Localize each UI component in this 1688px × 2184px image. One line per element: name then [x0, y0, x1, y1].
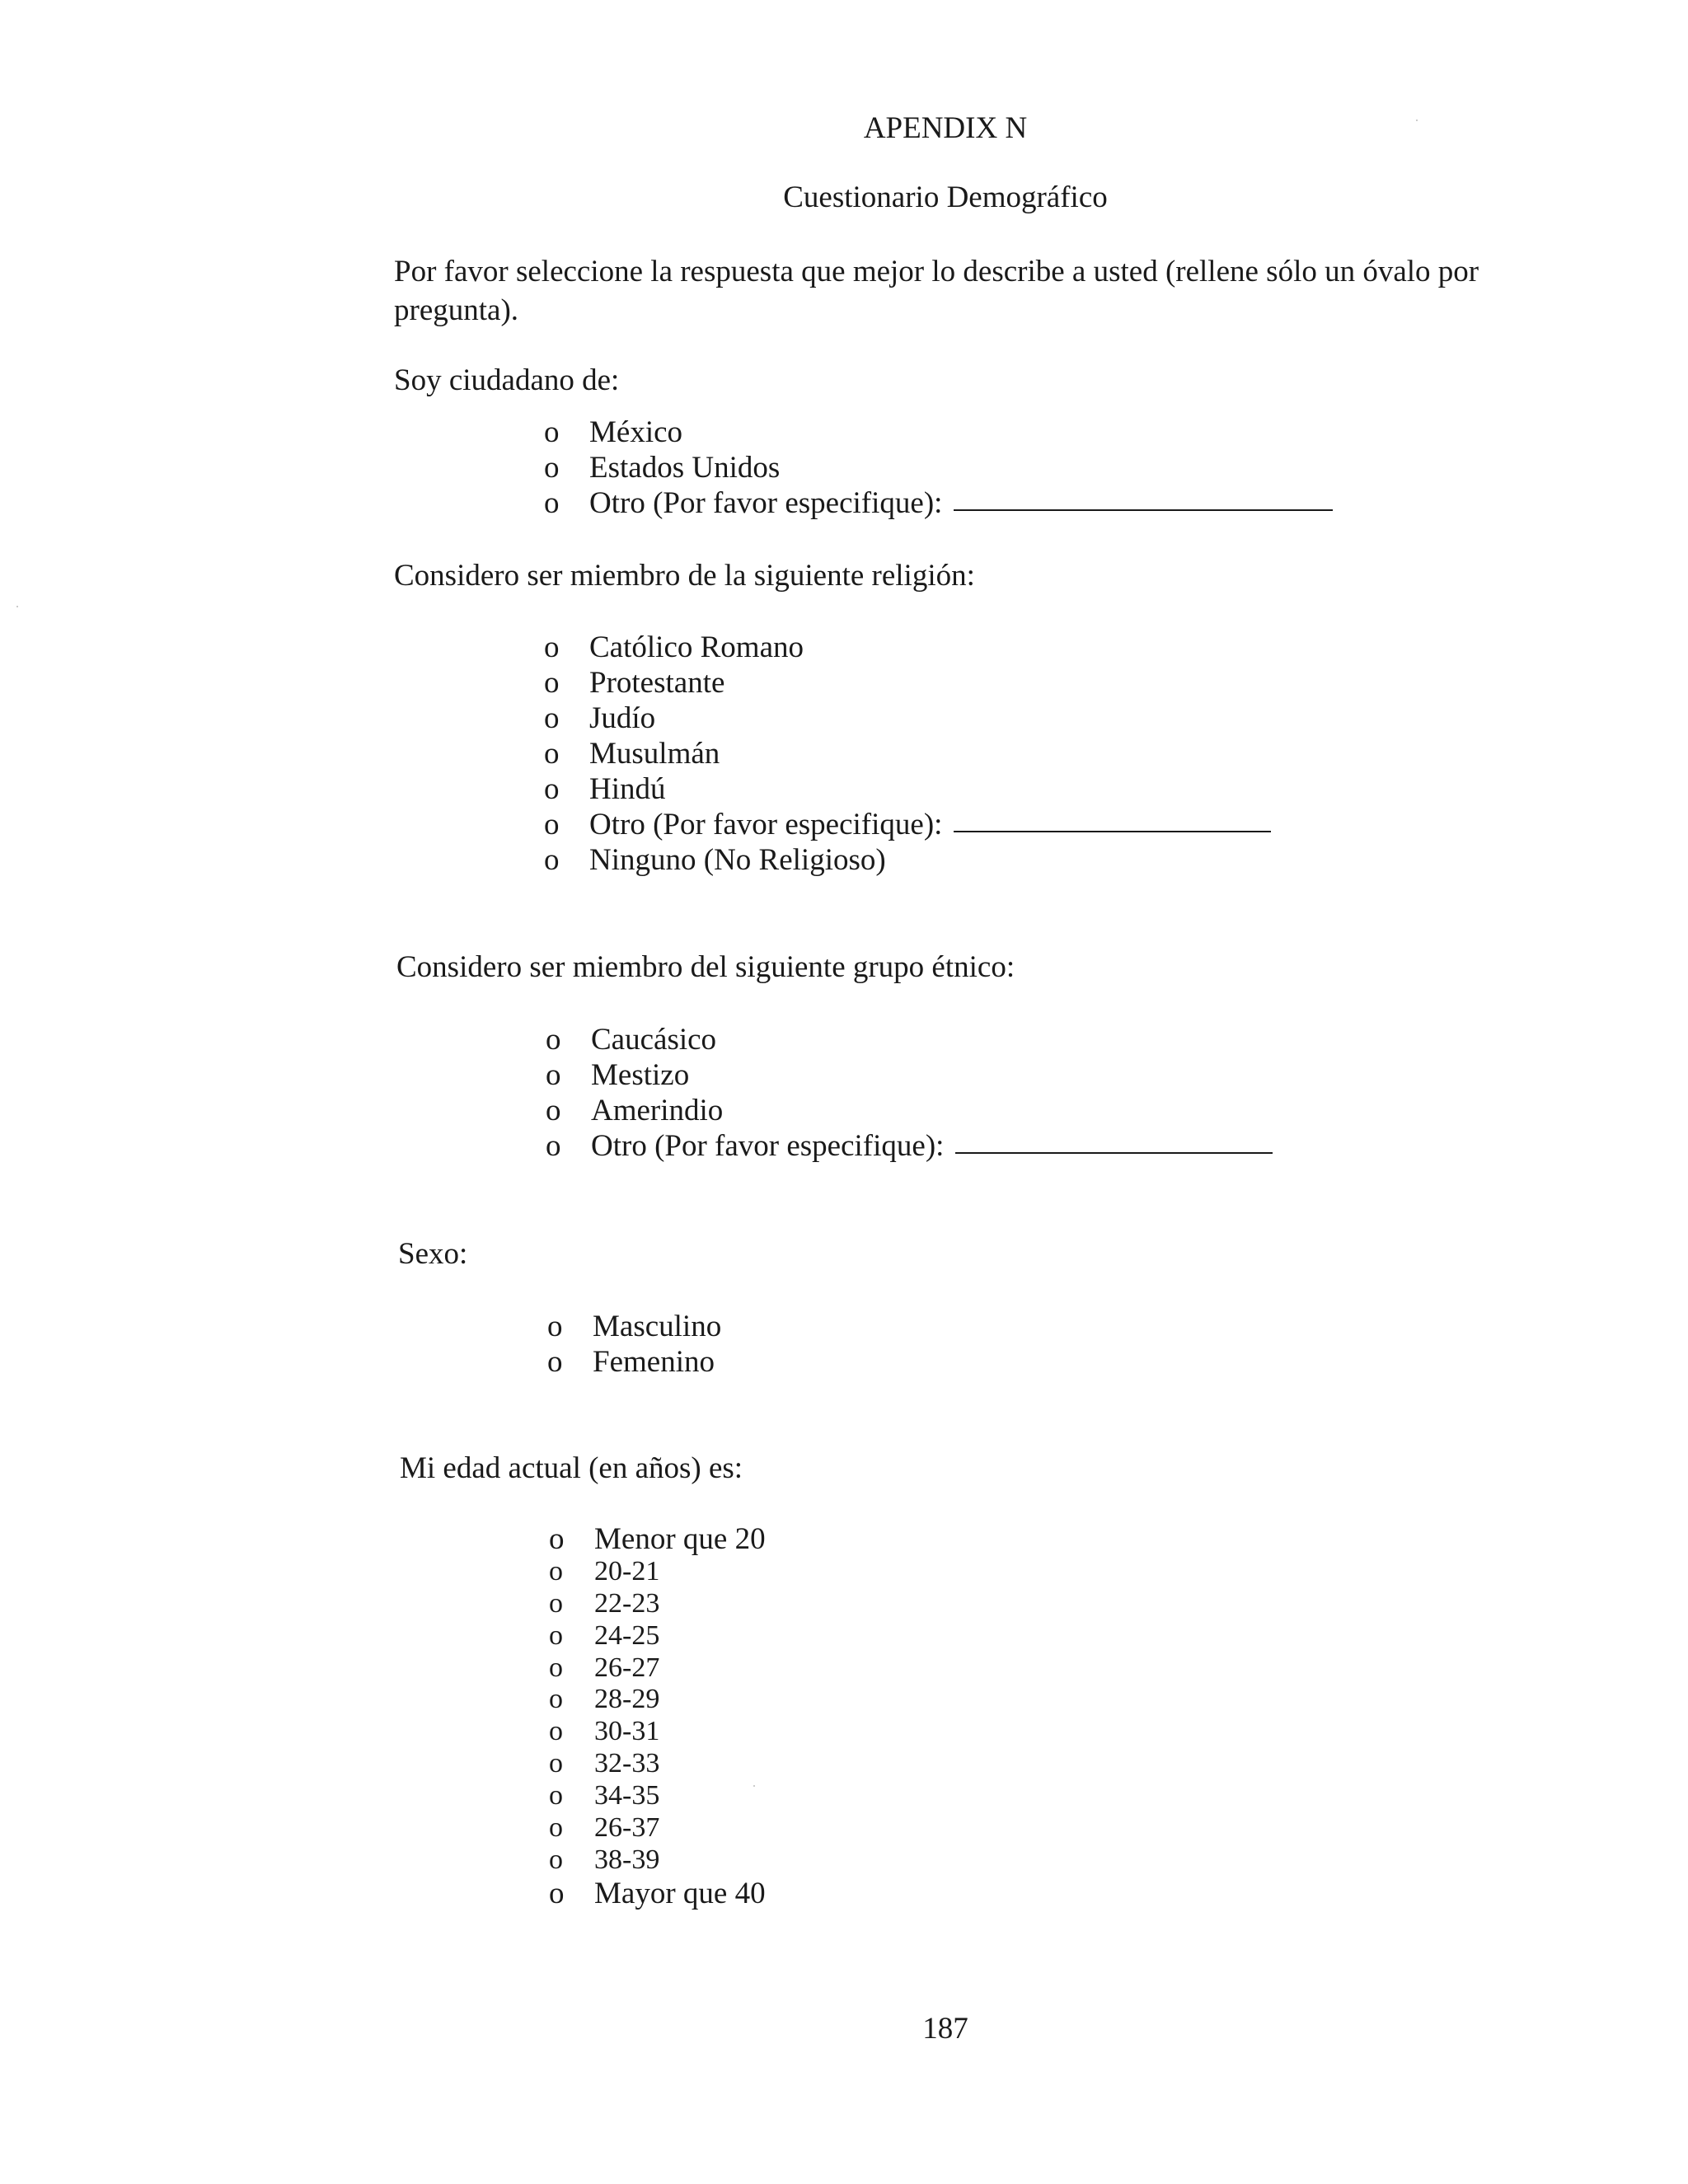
- option-bullet[interactable]: o: [544, 772, 560, 806]
- option-label: 28-29: [594, 1684, 660, 1714]
- scan-speck: [753, 1785, 755, 1787]
- option-bullet[interactable]: o: [549, 1684, 563, 1714]
- option-bullet[interactable]: o: [549, 1716, 563, 1746]
- option-bullet[interactable]: o: [544, 630, 560, 664]
- option-bullet[interactable]: o: [546, 1058, 561, 1092]
- citizenship-question: Soy ciudadano de:: [394, 363, 620, 397]
- option-label: 34-35: [594, 1780, 660, 1811]
- scan-speck: [1416, 120, 1418, 121]
- option-bullet[interactable]: o: [544, 843, 560, 877]
- specify-blank-line[interactable]: [954, 831, 1271, 832]
- option-bullet[interactable]: o: [544, 451, 560, 485]
- scan-speck: [16, 606, 18, 607]
- page-number: 187: [922, 2012, 968, 2046]
- ethnicity-question: Considero ser miembro del siguiente grupo étnico:: [396, 950, 1015, 984]
- option-bullet[interactable]: o: [546, 1094, 561, 1127]
- option-label: 26-27: [594, 1652, 660, 1683]
- option-label: 24-25: [594, 1620, 660, 1651]
- option-label: Católico Romano: [589, 630, 804, 664]
- instructions-text: Por favor seleccione la respuesta que mejor lo describe a usted (rellene sólo un óvalo por pregunta).: [394, 255, 1479, 327]
- sex-question: Sexo:: [398, 1237, 468, 1271]
- option-bullet[interactable]: o: [549, 1812, 563, 1843]
- option-label: Femenino: [593, 1345, 715, 1379]
- option-label: Musulmán: [589, 737, 720, 771]
- option-bullet[interactable]: o: [546, 1129, 561, 1163]
- specify-blank-line[interactable]: [954, 509, 1333, 511]
- option-bullet[interactable]: o: [549, 1780, 563, 1811]
- option-label: Otro (Por favor especifique):: [589, 808, 943, 841]
- option-bullet[interactable]: o: [544, 666, 560, 700]
- option-bullet[interactable]: o: [549, 1588, 563, 1619]
- option-bullet[interactable]: o: [544, 808, 560, 841]
- option-label: 20-21: [594, 1556, 660, 1586]
- option-bullet[interactable]: o: [549, 1877, 565, 1910]
- option-bullet[interactable]: o: [547, 1345, 563, 1379]
- option-bullet[interactable]: o: [549, 1522, 565, 1556]
- option-label: Judío: [589, 701, 656, 735]
- option-label: México: [589, 415, 683, 449]
- option-label: Otro (Por favor especifique):: [591, 1129, 945, 1163]
- appendix-title: APENDIX N: [863, 111, 1028, 145]
- option-bullet[interactable]: o: [547, 1310, 563, 1343]
- option-label: Hindú: [589, 772, 666, 806]
- option-bullet[interactable]: o: [549, 1844, 563, 1875]
- option-bullet[interactable]: o: [544, 737, 560, 771]
- option-label: 38-39: [594, 1844, 660, 1875]
- option-label: 30-31: [594, 1716, 660, 1746]
- option-bullet[interactable]: o: [549, 1652, 563, 1683]
- option-label: Otro (Por favor especifique):: [589, 486, 943, 520]
- option-label: Protestante: [589, 666, 725, 700]
- option-bullet[interactable]: o: [544, 486, 560, 520]
- specify-blank-line[interactable]: [955, 1152, 1273, 1154]
- option-bullet[interactable]: o: [544, 701, 560, 735]
- option-label: Mestizo: [591, 1058, 690, 1092]
- option-label: Amerindio: [591, 1094, 724, 1127]
- questionnaire-title: Cuestionario Demográfico: [783, 180, 1108, 214]
- option-label: Masculino: [593, 1310, 722, 1343]
- option-label: Estados Unidos: [589, 451, 781, 485]
- option-label: 32-33: [594, 1748, 660, 1779]
- religion-question: Considero ser miembro de la siguiente religión:: [394, 559, 975, 593]
- option-label: Ninguno (No Religioso): [589, 843, 886, 877]
- option-label: Mayor que 40: [594, 1877, 766, 1910]
- option-bullet[interactable]: o: [546, 1023, 561, 1057]
- option-label: Menor que 20: [594, 1522, 766, 1556]
- option-bullet[interactable]: o: [549, 1620, 563, 1651]
- option-bullet[interactable]: o: [549, 1556, 563, 1586]
- age-question: Mi edad actual (en años) es:: [400, 1451, 743, 1485]
- option-label: 22-23: [594, 1588, 660, 1619]
- option-bullet[interactable]: o: [549, 1748, 563, 1779]
- option-label: Caucásico: [591, 1023, 717, 1057]
- option-label: 26-37: [594, 1812, 660, 1843]
- option-bullet[interactable]: o: [544, 415, 560, 449]
